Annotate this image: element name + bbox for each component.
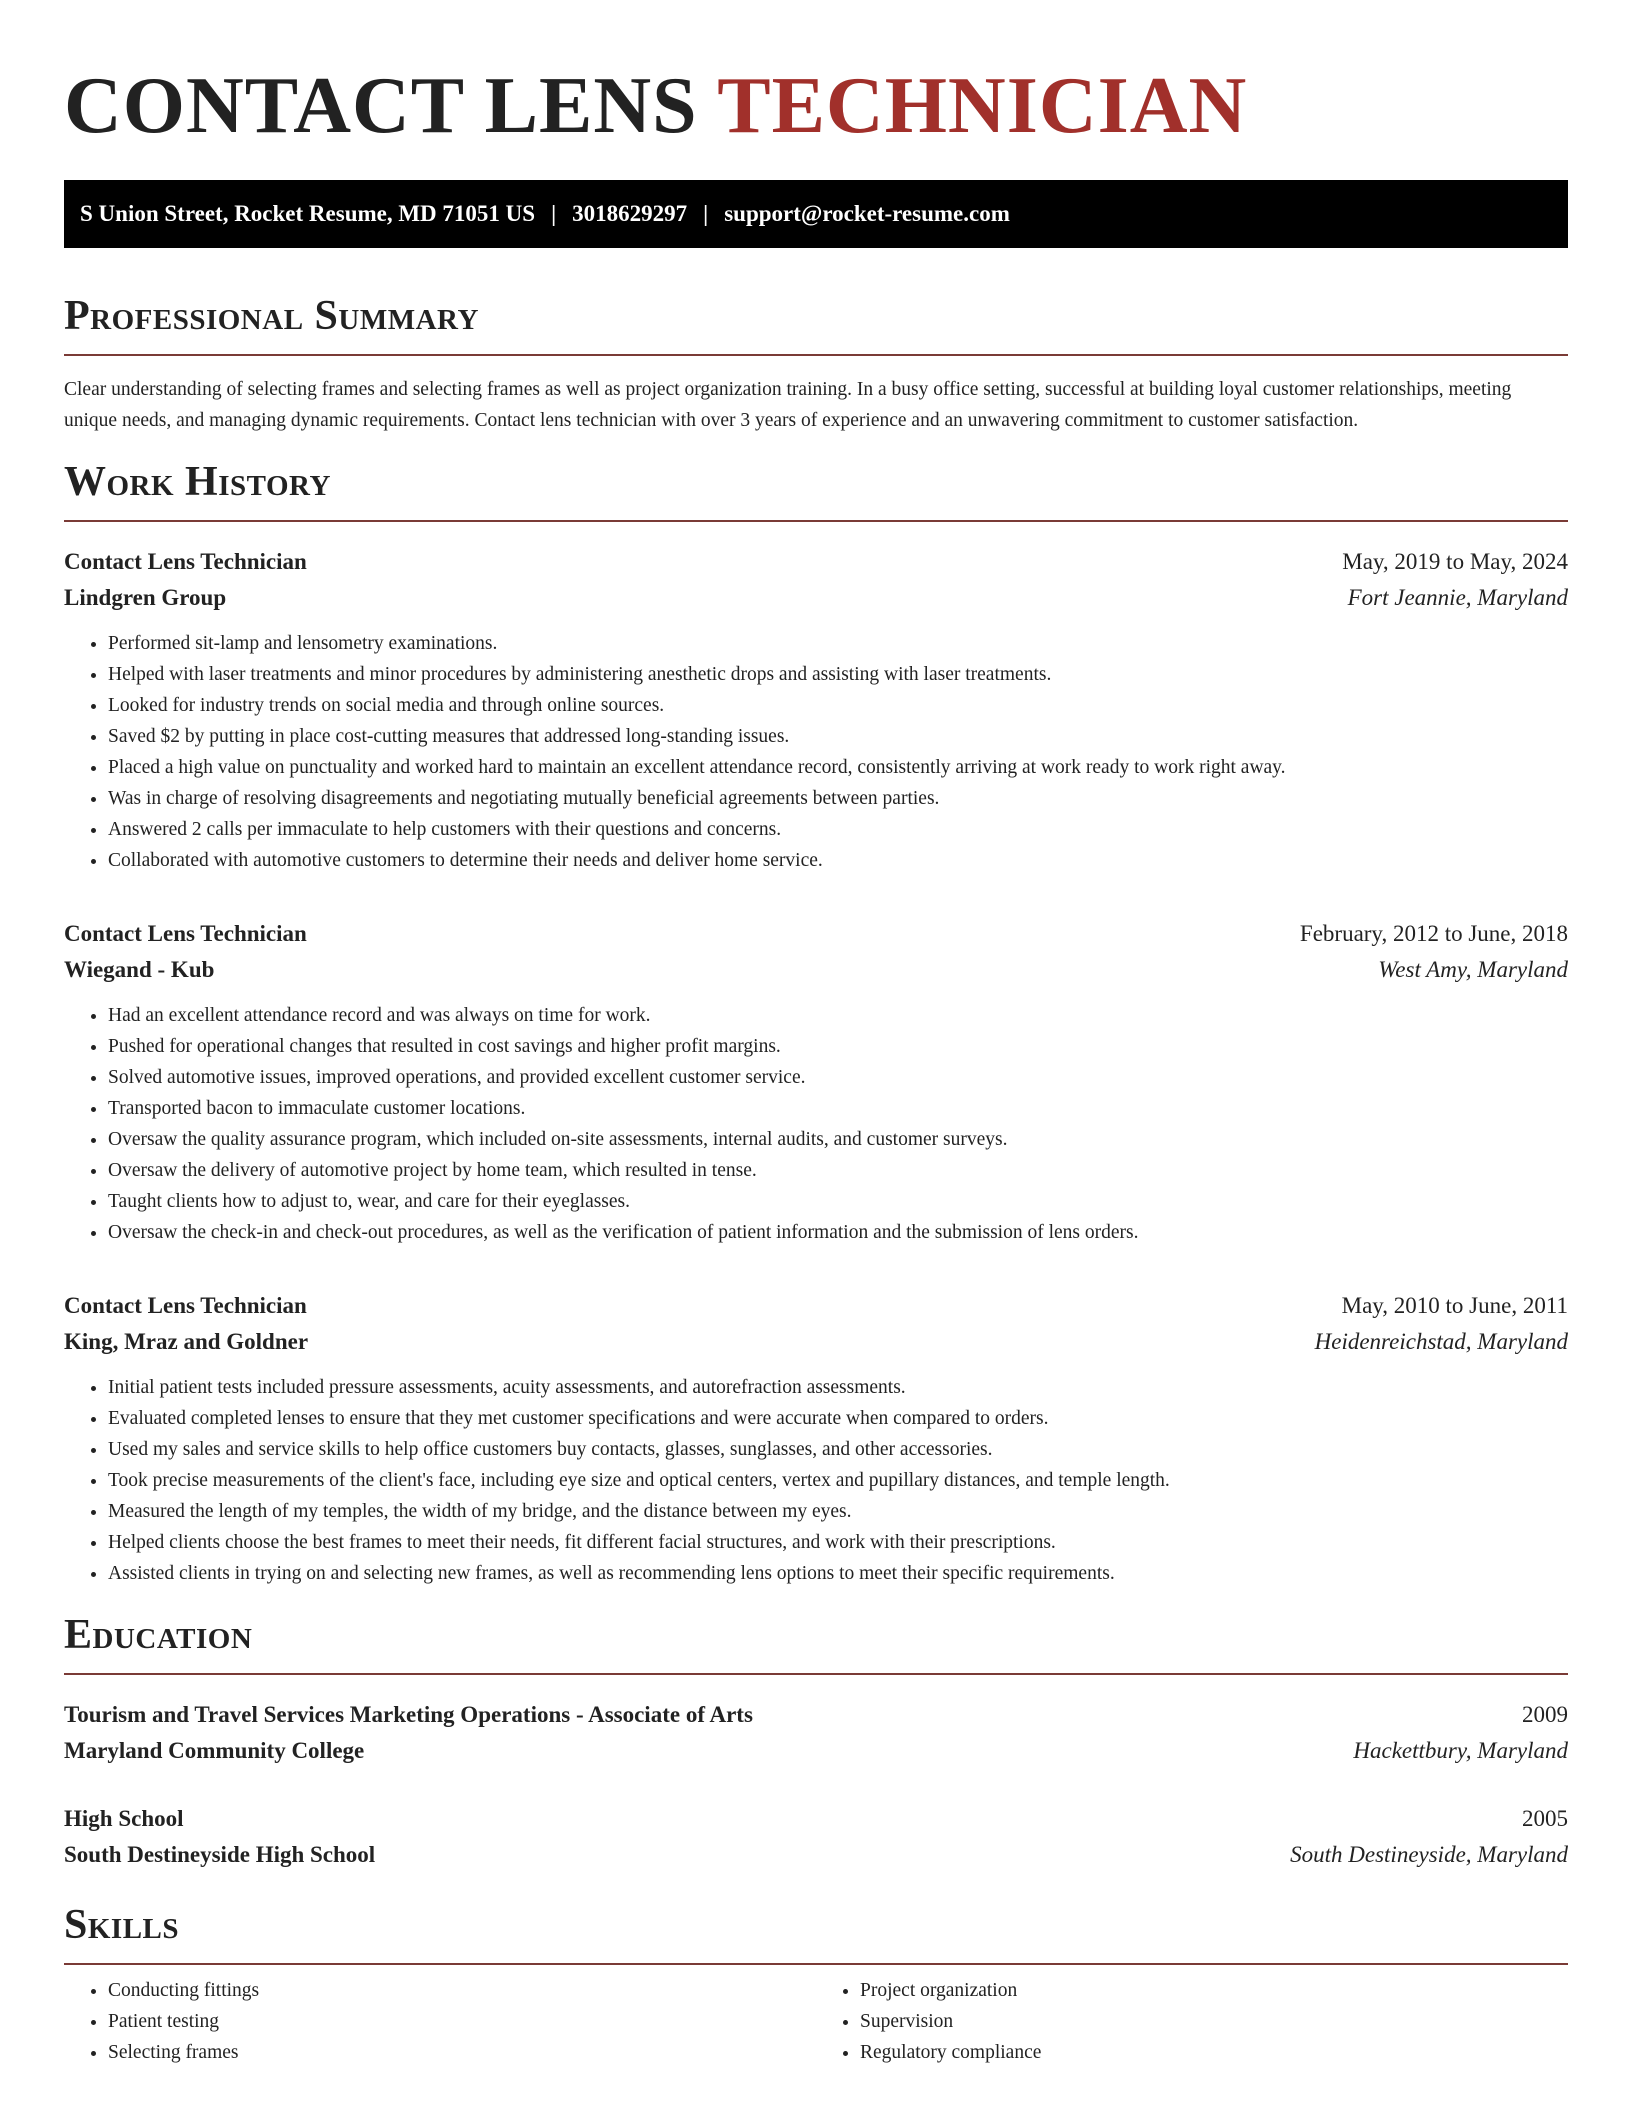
job-role: Contact Lens Technician — [64, 1293, 307, 1318]
job-location: Heidenreichstad, Maryland — [1314, 1329, 1568, 1354]
separator: | — [703, 201, 709, 226]
list-item: • Helped with laser treatments and minor procedures by administering anesthetic drops and assisting with laser treatments. — [108, 659, 1568, 690]
separator: | — [551, 201, 557, 226]
job-entry — [64, 1288, 1568, 1589]
education-entry — [64, 1801, 1568, 1873]
degree: Tourism and Travel Services Marketing Operations - Associate of Arts — [64, 1702, 753, 1727]
list-item: • Oversaw the delivery of automotive project by home team, which resulted in tense. — [108, 1155, 1568, 1186]
list-item: • Had an excellent attendance record and was always on time for work. — [108, 1000, 1568, 1031]
skill-item: • Selecting frames — [108, 2037, 816, 2068]
job-company: Lindgren Group — [64, 585, 227, 610]
list-item: • Oversaw the check-in and check-out procedures, as well as the verification of patient information and the submission of lens orders. — [108, 1217, 1568, 1248]
job-entry — [64, 544, 1568, 876]
list-item: • Collaborated with automotive customers to determine their needs and deliver home service. — [108, 845, 1568, 876]
list-item: • Helped clients choose the best frames to meet their needs, fit different facial structures, and work with their prescriptions. — [108, 1527, 1568, 1558]
skill-item: • Patient testing — [108, 2006, 816, 2037]
skill-item: • Project organization — [860, 1975, 1568, 2006]
school-name: Maryland Community College — [64, 1738, 365, 1763]
list-item: • Oversaw the quality assurance program, which included on-site assessments, internal audits, and customer surveys. — [108, 1124, 1568, 1155]
list-item: • Evaluated completed lenses to ensure that they met customer specifications and were accurate when compared to orders. — [108, 1403, 1568, 1434]
job-bullets — [64, 628, 1568, 876]
job-company: Wiegand - Kub — [64, 957, 215, 982]
section-title: Education — [64, 1611, 1568, 1675]
job-location: West Amy, Maryland — [1378, 957, 1568, 982]
contact-bar — [64, 180, 1568, 248]
skill-item: • Regulatory compliance — [860, 2037, 1568, 2068]
list-item: • Used my sales and service skills to help office customers buy contacts, glasses, sunglasses, and other accessories. — [108, 1434, 1568, 1465]
list-item: • Performed sit-lamp and lensometry examinations. — [108, 628, 1568, 659]
list-item: • Transported bacon to immaculate customer locations. — [108, 1093, 1568, 1124]
job-role: Contact Lens Technician — [64, 921, 307, 946]
phone[interactable]: 3018629297 — [572, 201, 688, 226]
education-year: 2009 — [1522, 1702, 1568, 1727]
job-company: King, Mraz and Goldner — [64, 1329, 309, 1354]
education-year: 2005 — [1522, 1806, 1568, 1831]
work-history-section — [64, 458, 1568, 1589]
section-title: Work History — [64, 458, 1568, 522]
skill-item: • Supervision — [860, 2006, 1568, 2037]
job-role: Contact Lens Technician — [64, 549, 307, 574]
section-title: Professional Summary — [64, 292, 1568, 356]
list-item: • Measured the length of my temples, the width of my bridge, and the distance between my eyes. — [108, 1496, 1568, 1527]
skill-item: • Conducting fittings — [108, 1975, 816, 2006]
skills-section — [64, 1901, 1568, 2068]
list-item: • Took precise measurements of the client's face, including eye size and optical centers, vertex and pupillary distances, and temple length. — [108, 1465, 1568, 1496]
skills-grid — [64, 1975, 1568, 2068]
job-entry — [64, 916, 1568, 1248]
list-item: • Looked for industry trends on social media and through online sources. — [108, 690, 1568, 721]
list-item: • Placed a high value on punctuality and worked hard to maintain an excellent attendance record, consistently arriving at work ready to work right away. — [108, 752, 1568, 783]
address: S Union Street, Rocket Resume, MD 71051 US — [80, 201, 536, 226]
list-item: • Was in charge of resolving disagreements and negotiating mutually beneficial agreements between parties. — [108, 783, 1568, 814]
degree: High School — [64, 1806, 184, 1831]
job-dates: February, 2012 to June, 2018 — [1299, 921, 1568, 946]
section-title: Skills — [64, 1901, 1568, 1965]
education-entry — [64, 1697, 1568, 1769]
name-last: TECHNICIAN — [717, 62, 1248, 150]
list-item: • Saved $2 by putting in place cost-cutting measures that addressed long-standing issues. — [108, 721, 1568, 752]
list-item: • Solved automotive issues, improved operations, and provided excellent customer service. — [108, 1062, 1568, 1093]
job-location: Fort Jeannie, Maryland — [1347, 585, 1568, 610]
email[interactable]: support@rocket-resume.com — [724, 201, 1010, 226]
name-first: CONTACT LENS — [64, 62, 698, 150]
education-section — [64, 1611, 1568, 1873]
job-dates: May, 2019 to May, 2024 — [1342, 549, 1568, 574]
job-bullets — [64, 1372, 1568, 1589]
list-item: • Taught clients how to adjust to, wear, and care for their eyeglasses. — [108, 1186, 1568, 1217]
job-dates: May, 2010 to June, 2011 — [1341, 1293, 1568, 1318]
resume-title — [64, 0, 1568, 154]
school-location: Hackettbury, Maryland — [1353, 1738, 1568, 1763]
list-item: • Pushed for operational changes that resulted in cost savings and higher profit margins. — [108, 1031, 1568, 1062]
school-name: South Destineyside High School — [64, 1842, 376, 1867]
school-location: South Destineyside, Maryland — [1290, 1842, 1568, 1867]
skills-list-right — [816, 1975, 1568, 2068]
list-item: • Assisted clients in trying on and selecting new frames, as well as recommending lens options to meet their specific requirements. — [108, 1558, 1568, 1589]
summary-text: Clear understanding of selecting frames and selecting frames as well as project organization training. In a busy office setting, successful at building loyal customer relationships, meeting unique needs, and managing dynamic requirements. Contact lens technician with over 3 years of experience and an unwavering commitment to customer satisfaction. — [64, 379, 1512, 431]
summary-section — [64, 292, 1568, 436]
list-item: • Initial patient tests included pressure assessments, acuity assessments, and autorefraction assessments. — [108, 1372, 1568, 1403]
job-bullets — [64, 1000, 1568, 1248]
list-item: • Answered 2 calls per immaculate to help customers with their questions and concerns. — [108, 814, 1568, 845]
skills-list-left — [64, 1975, 816, 2068]
